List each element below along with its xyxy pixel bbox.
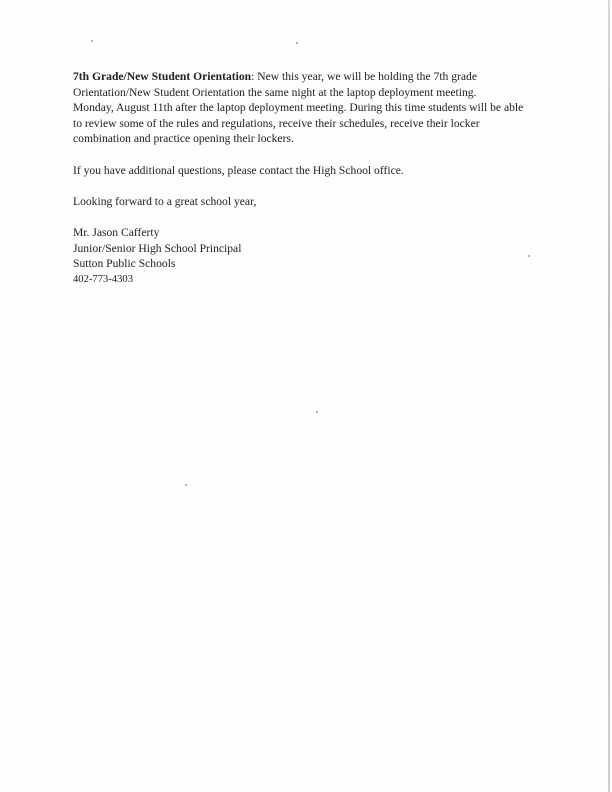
- orientation-heading-colon: :: [251, 70, 255, 83]
- orientation-line-5: combination and practice opening their lockers.: [73, 132, 294, 146]
- orientation-line-4: to review some of the rules and regulations, receive their schedules, receive their locker: [73, 116, 480, 130]
- signature-phone: 402-773-4303: [73, 273, 134, 285]
- scan-speck: [316, 411, 318, 413]
- scan-edge-shadow: [608, 0, 610, 792]
- scan-speck: [91, 40, 93, 42]
- scan-speck: [185, 484, 187, 486]
- contact-paragraph: If you have additional questions, please contact the High School office.: [73, 163, 404, 177]
- letter-body: [73, 69, 543, 287]
- orientation-line-1: New this year, we will be holding the 7th grade: [254, 70, 477, 83]
- signature-name: Mr. Jason Cafferty: [73, 225, 160, 239]
- closing-line: Looking forward to a great school year,: [73, 194, 257, 208]
- orientation-line-3: Monday, August 11th after the laptop deployment meeting. During this time students will be able: [73, 101, 524, 115]
- orientation-paragraph: [73, 69, 543, 147]
- orientation-heading: 7th Grade/New Student Orientation: [73, 70, 252, 83]
- signature-school: Sutton Public Schools: [73, 257, 176, 271]
- signature-title: Junior/Senior High School Principal: [73, 241, 242, 255]
- scan-speck: [296, 42, 298, 44]
- orientation-line-2: Orientation/New Student Orientation the same night at the laptop deployment meeting.: [73, 85, 477, 99]
- signature-block: [73, 225, 543, 287]
